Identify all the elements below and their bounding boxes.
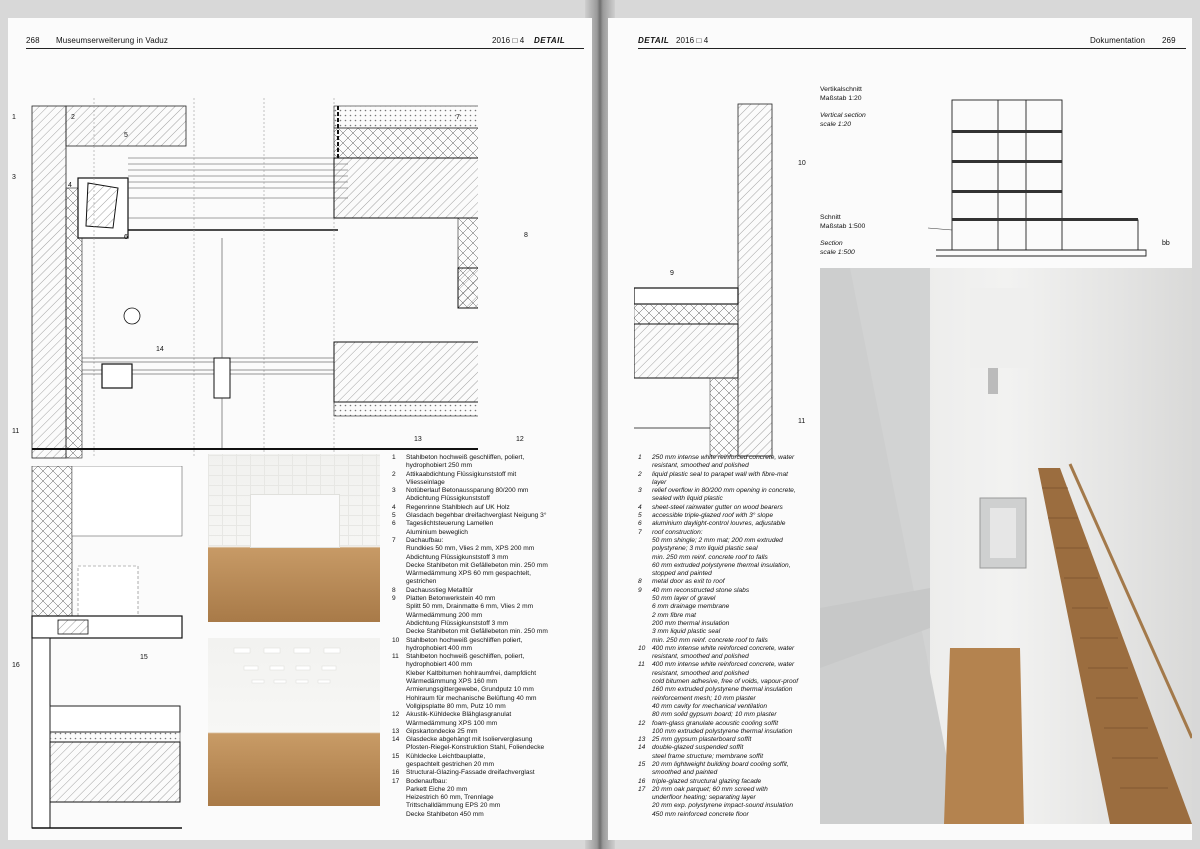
legend-item-number: 6 (392, 520, 396, 528)
callout-10-right: 10 (798, 160, 806, 167)
legend-item-text: Platten Betonwerkstein 40 mm Splitt 50 mm, Drainmatte 6 mm, Vlies 2 mm Wärmedämmung 200 mm Abdichtung Flüssigkunststoff 3 mm Decke Stahlbeton mit Gefällebeton min. 250 mm (406, 595, 548, 636)
legend-item-number: 15 (638, 760, 646, 768)
legend-item-number: 3 (638, 487, 642, 495)
legend-item-text: 250 mm intense white reinforced concrete, water resistant, smoothed and polished (652, 454, 795, 470)
legend-item-text: relief overflow in 80/200 mm opening in concrete, sealed with liquid plastic (652, 487, 796, 503)
legend-item-number: 17 (638, 785, 646, 793)
callout-6: 6 (124, 234, 128, 241)
callout-2: 2 (71, 114, 75, 121)
legend-item (392, 778, 588, 819)
legend-item-text: roof construction: 50 mm shingle; 2 mm mat; 200 mm extruded polystyrene; 3 mm liquid plastic seal min. 250 mm reinf. concrete roof to falls 60 mm extruded polystyrene thermal insulation, stopped and painted (652, 528, 791, 578)
legend-item-number: 14 (638, 744, 646, 752)
section-mark: bb (1162, 240, 1170, 247)
callout-15: 15 (140, 654, 148, 661)
legend-item (392, 487, 588, 504)
section-title: Dokumentation (1090, 36, 1146, 45)
header-rule-right (638, 48, 1186, 49)
caption-vertical-en: Vertical section scale 1:20 (820, 112, 866, 128)
legend-item (638, 520, 828, 528)
legend-item-text: Notüberlauf Betonaussparung 80/200 mm Abdichtung Flüssigkunststoff (406, 487, 529, 503)
legend-item-number: 16 (392, 769, 400, 777)
legend-item (392, 537, 588, 587)
issue-label-right: 2016 □ 4 (676, 36, 709, 45)
legend-item-text: Attikaabdichtung Flüssigkunststoff mit Vliesseinlage (406, 470, 517, 486)
legend-item-number: 1 (638, 454, 642, 461)
callout-3: 3 (12, 174, 16, 181)
legend-item-text: sheet-steel rainwater gutter on wood bearers (652, 503, 783, 511)
legend-item-number: 12 (638, 719, 646, 727)
legend-item-number: 8 (638, 578, 642, 586)
legend-item-number: 17 (392, 777, 400, 785)
legend-english (638, 454, 828, 819)
legend-item-number: 4 (392, 503, 396, 511)
legend-item-number: 2 (392, 470, 396, 478)
legend-item-text: accessible triple-glazed roof with 3° slope (652, 512, 774, 520)
detail-logo-right: DETAIL (638, 36, 670, 45)
legend-item-text: Stahlbeton hochweiß geschliffen poliert, hydrophobiert 400 mm (406, 636, 523, 652)
legend-item-number: 10 (392, 636, 400, 644)
legend-item-text: aluminium daylight-control louvres, adjustable (652, 520, 786, 528)
legend-item-text: triple-glazed structural glazing facade (652, 777, 762, 785)
legend-item (392, 512, 588, 520)
legend-item-text: Akustik-Kühldecke Blähglasgranulat Wärmedämmung XPS 100 mm (406, 711, 512, 727)
legend-item-number: 13 (392, 727, 400, 735)
legend-item-text: 400 mm intense white reinforced concrete, water resistant, smoothed and polished (652, 644, 795, 661)
legend-item (638, 471, 828, 488)
legend-item (638, 529, 828, 579)
caption-section-en: Section scale 1:500 (820, 240, 855, 256)
detail-drawing-right (634, 68, 810, 460)
callout-9-right: 9 (670, 270, 674, 277)
legend-item-number: 2 (638, 470, 642, 478)
header-rule (26, 48, 584, 49)
skylight-pattern (208, 638, 380, 733)
legend-item-number: 1 (392, 454, 396, 461)
legend-item-text: Dachaufbau: Rundkies 50 mm, Vlies 2 mm, XPS 200 mm Abdichtung Flüssigkunststoff 3 mm Decke Stahlbeton mit Gefällebeton min. 250 mm Wärmedämmung XPS 60 mm gespachtelt, gestrichen (406, 536, 548, 586)
legend-item-text: Gipskartondecke 25 mm (406, 727, 478, 735)
legend-item (638, 504, 828, 512)
legend-item-number: 5 (638, 512, 642, 520)
caption-vertical-de: Vertikalschnitt Maßstab 1:20 (820, 86, 862, 102)
legend-item (638, 761, 828, 778)
legend-item (638, 786, 828, 819)
stair-photo (820, 268, 1192, 824)
legend-item (638, 512, 828, 520)
legend-item-text: metal door as exit to roof (652, 578, 725, 586)
building-section-diagram (928, 92, 1168, 282)
legend-item-text: 40 mm reconstructed stone slabs 50 mm layer of gravel 6 mm drainage membrane 2 mm fibre mat 200 mm thermal insulation 3 mm liquid plastic seal min. 250 mm reinf. concrete roof to falls (652, 586, 768, 644)
legend-item (638, 587, 828, 645)
gallery-photo-lower (208, 638, 380, 806)
callout-14: 14 (156, 346, 164, 353)
legend-german (392, 454, 588, 819)
legend-item (638, 578, 828, 586)
page-number-right: 269 (1162, 36, 1176, 45)
right-page (608, 18, 1192, 840)
legend-item (392, 769, 588, 777)
legend-item-number: 14 (392, 736, 400, 744)
callout-16: 16 (12, 662, 20, 669)
stair-photo-graphics (820, 268, 1192, 824)
legend-item-text: Structural-Glazing-Fassade dreifachverglast (406, 769, 535, 777)
callout-13: 13 (414, 436, 422, 443)
legend-item-number: 11 (638, 661, 645, 669)
legend-item-text: 20 mm lightweight building board cooling soffit, smoothed and painted (652, 760, 789, 777)
legend-item-text: 20 mm oak parquet; 60 mm screed with underfloor heating; separating layer 20 mm exp. polystyrene impact-sound insulation 450 mm reinforced concrete floor (652, 785, 794, 818)
legend-item-number: 12 (392, 711, 400, 719)
article-title: Museumserweiterung in Vaduz (56, 36, 168, 45)
legend-item-number: 4 (638, 503, 642, 511)
legend-item (392, 587, 588, 595)
callout-1: 1 (12, 114, 16, 121)
legend-item-number: 13 (638, 736, 646, 744)
legend-item-number: 10 (638, 644, 646, 652)
legend-item (392, 637, 588, 654)
callout-5: 5 (124, 132, 128, 139)
legend-item (392, 653, 588, 711)
legend-item-number: 9 (392, 595, 396, 603)
legend-item-number: 11 (392, 653, 399, 661)
legend-item-text: Tageslichtsteuerung Lamellen Aluminium beweglich (406, 520, 494, 536)
detail-drawing-lower (18, 466, 188, 836)
legend-item (638, 454, 828, 471)
callout-11: 11 (12, 428, 20, 435)
detail-logo: DETAIL (534, 36, 566, 45)
legend-item-text: double-glazed suspended soffit steel frame structure; membrane soffit (652, 744, 764, 760)
page-number: 268 (26, 36, 40, 45)
legend-item (638, 736, 828, 744)
gallery-photo-upper (208, 454, 380, 622)
callout-7: 7 (456, 114, 460, 121)
legend-item (638, 487, 828, 504)
legend-item-text: Stahlbeton hochweiß geschliffen, poliert, hydrophobiert 400 mm Kleber Kaltbitumen hohlraumfrei, dampfdicht Wärmedämmung XPS 160 mm Armierungsgittergewebe, Grundputz 10 mm Hohlraum für mechanische Belüftung 40 mm Vollgipsplatte 80 mm, Putz 10 mm (406, 653, 537, 710)
legend-item (638, 661, 828, 719)
legend-item (638, 645, 828, 662)
legend-item-text: Stahlbeton hochweiß geschliffen, poliert, hydrophobiert 250 mm (406, 454, 525, 470)
legend-item-number: 7 (392, 536, 396, 544)
legend-item (638, 778, 828, 786)
legend-item (392, 504, 588, 512)
issue-label: 2016 □ 4 (492, 36, 525, 45)
caption-section-de: Schnitt Maßstab 1:500 (820, 214, 866, 230)
detail-drawing-upper (18, 68, 478, 460)
legend-item-number: 7 (638, 528, 642, 536)
legend-item-text: Glasdecke abgehängt mit Isolierverglasung Pfosten-Riegel-Konstruktion Stahl, Foliendecke (406, 736, 545, 752)
legend-item (638, 720, 828, 737)
legend-item (392, 711, 588, 728)
legend-item (392, 520, 588, 537)
left-page (8, 18, 592, 840)
legend-item (392, 595, 588, 636)
legend-item-text: Glasdach begehbar dreifachverglast Neigung 3° (406, 512, 547, 520)
legend-item (392, 471, 588, 488)
legend-item (392, 736, 588, 753)
callout-12: 12 (516, 436, 524, 443)
legend-item-number: 16 (638, 777, 646, 785)
legend-item-text: Kühldecke Leichtbauplatte, gespachtelt gestrichen 20 mm (406, 752, 494, 768)
legend-item (392, 728, 588, 736)
legend-item-text: 25 mm gypsum plasterboard soffit (652, 736, 752, 744)
legend-item-text: liquid plastic seal to parapet wall with fibre-mat layer (652, 470, 788, 486)
callout-11-right: 11 (798, 418, 806, 425)
legend-item-number: 8 (392, 586, 396, 594)
legend-item-text: 400 mm intense white reinforced concrete, water resistant, smoothed and polished cold bitumen adhesive, free of voids, vapour-proof 160 mm extruded polystyrene thermal insulation reinforcement mesh; 10 mm plaster 40 mm cavity for mechanical ventilation 80 mm solid gypsum board; 10 mm plaster (652, 661, 799, 719)
legend-item-text: Bodenaufbau: Parkett Eiche 20 mm Heizestrich 60 mm, Trennlage Trittschalldämmung EPS 20 mm Decke Stahlbeton 450 mm (406, 777, 501, 818)
legend-item-number: 9 (638, 586, 642, 594)
legend-item-text: Dachausstieg Metalltür (406, 586, 474, 594)
legend-item-number: 15 (392, 752, 400, 760)
legend-item-text: foam-glass granulate acoustic cooling soffit 100 mm extruded polystyrene thermal insulation (652, 719, 793, 735)
callout-8: 8 (524, 232, 528, 239)
legend-item (392, 454, 588, 471)
legend-item (638, 744, 828, 761)
legend-item-number: 5 (392, 512, 396, 520)
legend-item-number: 3 (392, 487, 396, 495)
legend-item (392, 753, 588, 770)
legend-item-text: Regenrinne Stahlblech auf UK Holz (406, 503, 510, 511)
callout-4: 4 (68, 182, 72, 189)
legend-item-number: 6 (638, 520, 642, 528)
